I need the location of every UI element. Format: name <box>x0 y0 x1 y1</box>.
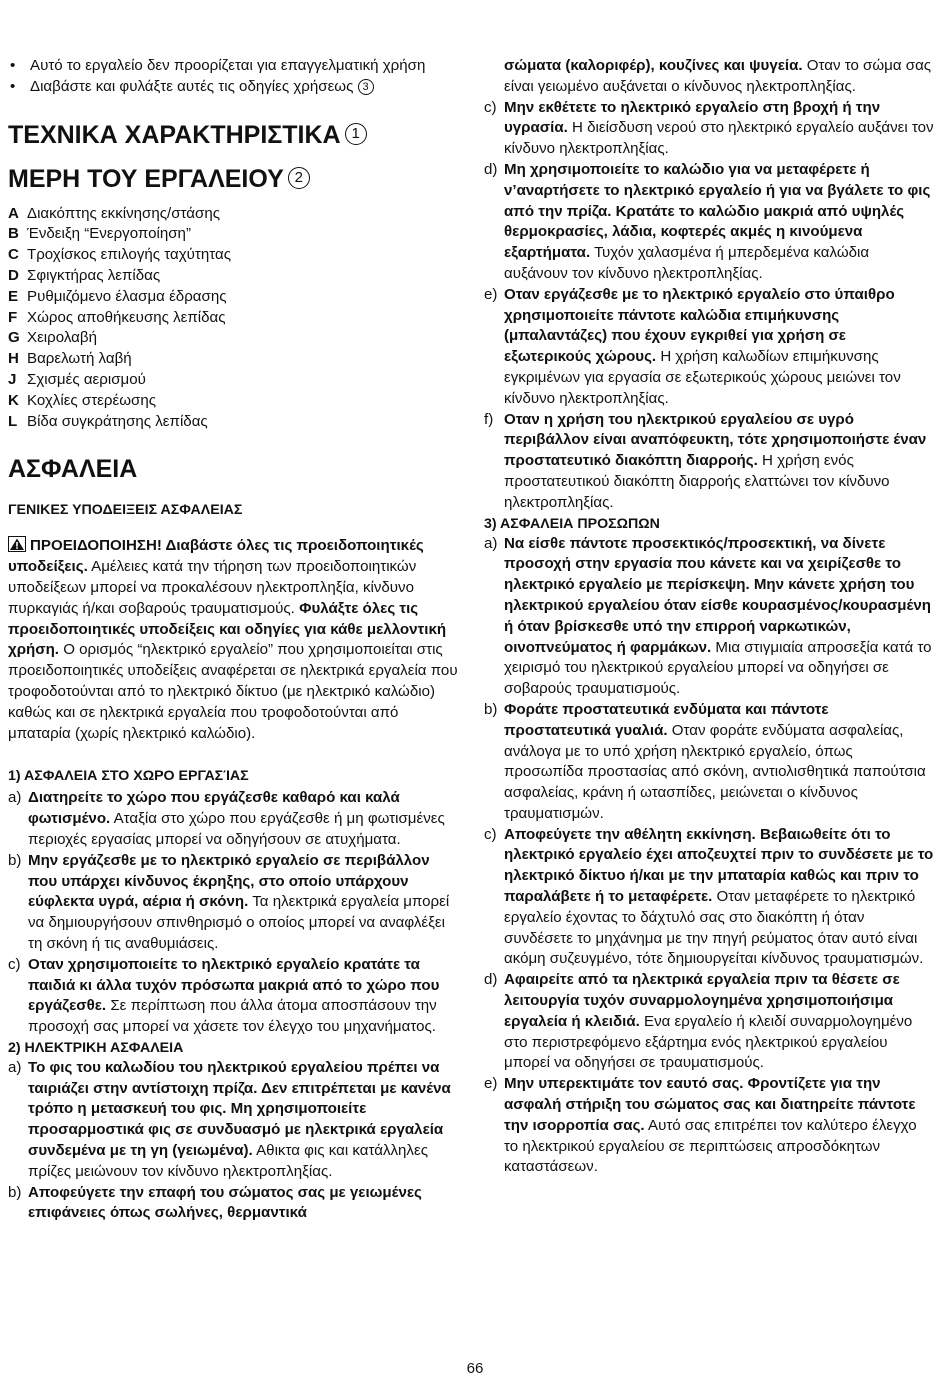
item-bold-text: Οταν χρησιμοποιείτε το ηλεκτρικό εργαλείο κρατάτε τα παιδιά κι άλλα τυχόν πρόσωπα μακριά από το χώρο που εργάζεσθε. <box>28 955 440 1015</box>
safety-item <box>484 285 934 410</box>
item-letter: c) <box>8 955 21 973</box>
item-letter: a) <box>8 1058 22 1076</box>
item-text: Αυτό σας επιτρέπει τον καλύτερο έλεγχο το ηλεκτρικού εργαλείου σε περιπτώσεις απροσδόκητων καταστάσεων. <box>504 1116 917 1176</box>
item-bold-text: Αποφεύγετε την αθέλητη εκκίνηση. Βεβαιωθείτε ότι το ηλεκτρικό εργαλείο έχει αποζευχτεί πριν το συνδέσετε με το ηλεκτρικό δίκτυο ή/και με την μπαταρία καθώς και πριν το παραλάβετε ή το μεταφέρετε. <box>504 825 934 906</box>
part-key: K <box>8 391 19 409</box>
item-bold-text: Μη χρησιμοποιείτε το καλώδιο για να μεταφέρετε ή ν’αναρτήσετε το ηλεκτρικό εργαλείο ή για να βγάλετε το φις από την πρίζα. Κρατάτε το καλώδιο μακριά από υψηλές θερμοκρασίες, λάδια, κοφτερές ακμές η κινούμενα εξαρτήματα. <box>504 160 931 262</box>
item-text: Οταν μεταφέρετε το ηλεκτρικό εργαλείο έχοντας το δάχτυλό σας στο διακόπτη ή όταν συνδέσετε το μηχάνημα με την πηγή ρεύματος όταν αυτό είναι ακόμη συζευγμένο, τότε δημιουργείται κίνδυνος τραυματισμών. <box>504 888 924 968</box>
item-letter: b) <box>8 851 22 869</box>
safety-item <box>484 98 934 160</box>
item-letter: d) <box>484 160 498 178</box>
left-column <box>8 56 460 1224</box>
part-item <box>8 266 460 287</box>
part-label: Βαρελωτή λαβή <box>27 350 132 368</box>
workplace-safety-heading: 1) ΑΣΦΑΛΕΙΑ ΣΤΟ ΧΩΡΟ ΕΡΓΑΣΊΑΣ <box>8 768 249 785</box>
item-bold-text: Αφαιρείτε από τα ηλεκτρικά εργαλεία πριν τα θέσετε σε λειτουργία τυχόν συναρμολογημένα χρησιμοποιήσιμα εργαλεία ή κλειδιά. <box>504 971 900 1030</box>
part-label: Ρυθμιζόμενο έλασμα έδρασης <box>27 287 227 305</box>
item-bold-text: Το φις του καλωδίου του ηλεκτρικού εργαλείου πρέπει να ταιριάζει στην αντίστοιχη πρίζα. Δεν επιτρέπεται με κανένα τρόπο η μετασκευή του φις. Μη χρησιμοποιείτε προσαρμοστικά φις σε συνδυασμό με ηλεκτρικά εργαλεία συνδεμένα με τη γη (γειωμένα). <box>28 1058 451 1160</box>
continued-item: σώματα (καλοριφέρ), κουζίνες και ψυγεία. Οταν το σώμα σας είναι γειωμένο αυξάνεται ο κίνδυνος ηλεκτροπληξίας. <box>504 57 932 95</box>
part-item <box>8 224 460 245</box>
safety-item <box>8 788 460 850</box>
part-item <box>8 349 460 370</box>
part-key: E <box>8 287 19 305</box>
item-letter: d) <box>484 971 498 989</box>
safety-item <box>8 955 460 1038</box>
right-column <box>484 56 934 1178</box>
part-label: Σφιγκτήρας λεπίδας <box>27 266 161 284</box>
safety-item <box>484 410 934 514</box>
part-label: Χειρολαβή <box>27 329 97 347</box>
item-bold-text: Μην υπερεκτιμάτε τον εαυτό σας. Φροντίζετε για την ασφαλή στήριξη του σώματος σας και διατηρείτε πάντοτε την ισορροπία σας. <box>504 1075 916 1134</box>
figure-ref-badge: 3 <box>358 79 374 95</box>
safety-item <box>484 970 934 1074</box>
part-item <box>8 308 460 329</box>
part-key: J <box>8 370 17 388</box>
part-label: Κοχλίες στερέωσης <box>27 391 156 409</box>
item-letter: e) <box>484 1075 498 1093</box>
safety-item <box>8 1183 460 1225</box>
item-bold-text: Αποφεύγετε την επαφή του σώματος σας με γειωμένες επιφάνειες όπως σωλήνες, θερμαντικά <box>28 1183 422 1222</box>
part-label: Διακόπτης εκκίνησης/στάσης <box>27 204 221 222</box>
item-letter: c) <box>484 825 497 843</box>
part-key: D <box>8 266 19 284</box>
item-bold-text: Να είσθε πάντοτε προσεκτικός/προσεκτική, να δίνετε προσοχή στην εργασία που κάνετε και να χειρίζεσθε το ηλεκτρικό εργαλείο με περίσκεψη. Μην κάνετε χρήση του ηλεκτρικού εργαλείου όταν είσθε κουρασμένος/κουρασμένη ή όταν βρίσκεσθε υπό την επιρροή ναρκωτικών, οινοπνεύματος ή φαρμάκων. <box>504 534 931 656</box>
item-text: Σε περίπτωση που άλλα άτομα αποσπάσουν την προσοχή σας μπορεί να χάσετε τον έλεγχο του μηχανήματος. <box>28 997 437 1036</box>
item-text: Η χρήση καλωδίων επιμήκυνσης εγκριμένων για εργασία σε εξωτερικούς χώρους μειώνει τον κίνδυνο ηλεκτροπληξίας. <box>504 348 901 407</box>
safety-item <box>484 1074 934 1178</box>
item-bold-text: Διατηρείτε το χώρο που εργάζεσθε καθαρό και καλά φωτισμένο. <box>28 789 400 828</box>
part-key: G <box>8 329 20 347</box>
part-item <box>8 204 460 225</box>
item-text: Η χρήση ενός προστατευτικού διακόπτη διαρροής ελαττώνει τον κίνδυνο ηλεκτροπληξίας. <box>504 452 890 511</box>
part-label: Ένδειξη “Ενεργοποίηση” <box>27 225 191 243</box>
part-item <box>8 287 460 308</box>
figure-ref-badge: 1 <box>345 123 367 145</box>
safety-item <box>484 700 934 825</box>
item-letter: f) <box>484 410 494 428</box>
intro-bullet: • Διαβάστε και φυλάξτε αυτές τις οδηγίες χρήσεως 3 <box>8 77 460 98</box>
item-text: Αταξία στο χώρο που εργάζεσθε ή μη φωτισμένες περιοχές εργασίας μπορεί να οδηγήσουν σε ατυχήματα. <box>28 810 445 848</box>
safety-item <box>484 534 934 700</box>
warning-triangle-icon <box>8 536 26 552</box>
part-item <box>8 245 460 266</box>
personal-safety-heading: 3) ΑΣΦΑΛΕΙΑ ΠΡΟΣΩΠΩΝ <box>484 515 660 532</box>
item-text: Μια στιγμιαία απροσεξία κατά το χειρισμό του ηλεκτρικού εργαλείου μπορεί να οδηγήσει σε σοβαρούς τραυματισμούς. <box>504 638 932 698</box>
safety-item <box>484 160 934 285</box>
safety-item <box>8 1058 460 1183</box>
safety-item <box>484 825 934 971</box>
item-bold-text: Οταν η χρήση του ηλεκτρικού εργαλείου σε υγρό περιβάλλον είναι αναπόφευκτη, τότε χρησιμοποιήστε έναν προστατευτικό διακόπτη διαρροής. <box>504 410 927 470</box>
part-key: H <box>8 350 19 368</box>
safety-heading: ΑΣΦΑΛΕΙΑ <box>8 455 138 484</box>
electrical-safety-list <box>8 1058 460 1224</box>
item-letter: e) <box>484 285 498 303</box>
item-letter: a) <box>8 789 22 807</box>
part-key: A <box>8 204 19 222</box>
item-text: Οταν φοράτε ενδύματα ασφαλείας, ανάλογα με το υπό χρήση ηλεκτρικό εργαλείο, όπως προσωπίδα προστασίας από σκόνη, αντιολισθητικά παπούτσια ασφαλείας, κράνη ή ωτασπίδες, μειώνεται ο κίνδυνος τραυματισμών. <box>504 721 926 822</box>
part-item <box>8 370 460 391</box>
item-text: Αθικτα φις και κατάλληλες πρίζες μειώνουν τον κίνδυνο ηλεκτροπληξίας. <box>28 1142 428 1180</box>
part-label: Βίδα συγκράτησης λεπίδας <box>27 412 208 430</box>
general-safety-heading: ΓΕΝΙΚΕΣ ΥΠΟΔΕΙΞΕΙΣ ΑΣΦΑΛΕΙΑΣ <box>8 502 243 519</box>
part-item <box>8 412 460 433</box>
workplace-safety-list <box>8 788 460 1038</box>
warning-paragraph: ΠΡΟΕΙΔΟΠΟΙΗΣΗ! Διαβάστε όλες τις προειδοποιητικές υποδείξεις. Αμέλειες κατά την τήρηση των προειδοποιητικών υποδείξεων μπορεί να προκαλέσουν ηλεκτροπληξία, κίνδυνο πυρκαγιάς ή/και σοβαρούς τραυματισμούς. Φυλάξτε όλες τις προειδοποιητικές υποδείξεις και οδηγίες για κάθε μελλοντική χρήση. Ο ορισμός “ηλεκτρικό εργαλείο” που χρησιμοποιείται στις προειδοποιητικές υποδείξεις αναφέρεται σε ηλεκτρικά εργαλεία που τροφοδοτούνται από το ηλεκτρικό δίκτυο (με ηλεκτρικό καλώδιο) καθώς και σε ηλεκτρικά εργαλεία που τροφοδοτούνται από μπαταρία (χωρίς ηλεκτρικό καλώδιο). <box>8 537 458 742</box>
tech-specs-heading: ΤΕΧΝΙΚΑ ΧΑΡΑΚΤΗΡΙΣΤΙΚΑ 1 <box>8 120 460 150</box>
part-key: L <box>8 412 18 430</box>
part-key: C <box>8 246 19 264</box>
part-label: Χώρος αποθήκευσης λεπίδας <box>27 308 226 326</box>
personal-safety-list <box>484 534 934 1179</box>
part-key: F <box>8 308 18 326</box>
part-label: Σχισμές αερισμού <box>27 370 146 388</box>
electrical-safety-heading: 2) ΗΛΕΚΤΡΙΚΗ ΑΣΦΑΛΕΙΑ <box>8 1039 184 1056</box>
item-text: Τα ηλεκτρικά εργαλεία μπορεί να δημιουργήσουν σπινθηρισμό ο οποίος μπορεί να αναφλέξει τη σκόνη ή τις αναθυμιάσεις. <box>28 893 450 952</box>
part-key: B <box>8 225 19 243</box>
parts-list <box>8 204 460 433</box>
item-letter: b) <box>484 700 498 718</box>
figure-ref-badge: 2 <box>288 167 310 189</box>
item-text: Ενα εργαλείο ή κλειδί συναρμολογημένο στο περιστρεφόμενο εξάρτημα ενός ηλεκτρικού εργαλείου μπορεί να οδηγήσει σε τραυματισμούς. <box>504 1012 913 1072</box>
item-bold-text: Μην εκθέτετε το ηλεκτρικό εργαλείο στη βροχή ή την υγρασία. <box>504 98 881 137</box>
item-text: Τυχόν χαλασμένα ή μπερδεμένα καλώδια αυξάνουν τον κίνδυνο ηλεκτροπληξίας. <box>504 244 870 282</box>
item-bold-text: Οταν εργάζεσθε με το ηλεκτρικό εργαλείο στο ύπαιθρο χρησιμοποιείτε πάντοτε καλώδια επιμήκυνσης (μπαλαντάζες) που έχουν εγκριθεί για χρήση σε εξωτερικούς χώρους. <box>504 285 895 366</box>
part-item <box>8 328 460 349</box>
safety-item <box>8 851 460 955</box>
item-text: Η διείσδυση νερού στο ηλεκτρικό εργαλείο αυξάνει τον κίνδυνο ηλεκτροπληξίας. <box>504 119 934 158</box>
item-bold-text: Φοράτε προστατευτικά ενδύματα και πάντοτε προστατευτικά γυαλιά. <box>504 700 829 739</box>
part-label: Τροχίσκος επιλογής ταχύτητας <box>27 246 231 264</box>
item-letter: c) <box>484 98 497 116</box>
item-bold-text: Μην εργάζεσθε με το ηλεκτρικό εργαλείο σε περιβάλλον που υπάρχει κίνδυνος έκρηξης, στο οποίο υπάρχουν εύφλεκτα υγρά, αέρια ή σκόνη. <box>28 851 430 911</box>
intro-bullet: • Αυτό το εργαλείο δεν προορίζεται για επαγγελματική χρήση <box>8 56 460 77</box>
page-number: 66 <box>466 1360 484 1377</box>
parts-heading: ΜΕΡΗ ΤΟΥ ΕΡΓΑΛΕΙΟΥ 2 <box>8 164 460 194</box>
electrical-safety-list-continued <box>484 98 934 514</box>
part-item <box>8 391 460 412</box>
item-letter: a) <box>484 534 498 552</box>
item-letter: b) <box>8 1183 22 1201</box>
